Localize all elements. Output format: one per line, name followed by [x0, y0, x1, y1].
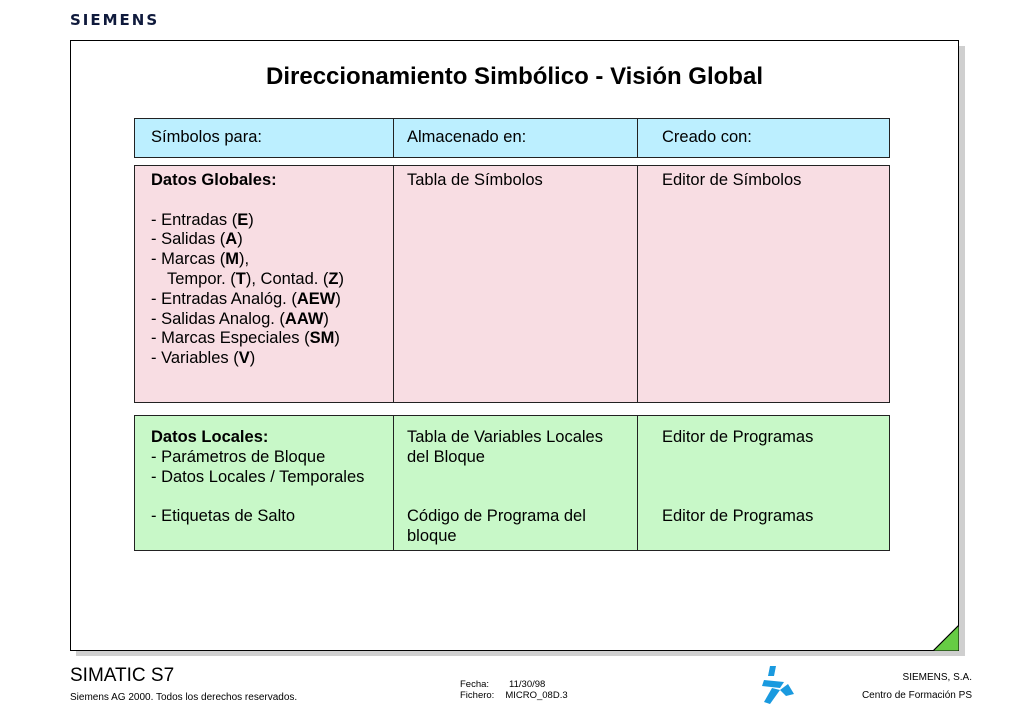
- global-stored-cell: [394, 166, 638, 402]
- global-item: - Entradas (E): [151, 210, 254, 229]
- global-item: - Marcas (M),: [151, 250, 250, 269]
- global-symbols-cell: [135, 166, 394, 402]
- global-data-row: [134, 165, 890, 403]
- local-item: - Etiquetas de Salto: [151, 507, 296, 526]
- date-label: Fecha:: [460, 679, 490, 690]
- global-item: - Salidas Analog. (AAW): [151, 309, 329, 328]
- file-label: Fichero:: [460, 690, 495, 701]
- footer-product: SIMATIC S7: [70, 665, 175, 686]
- local-symbols-cell: [135, 416, 394, 550]
- local-item: - Parámetros de Bloque: [151, 447, 326, 466]
- footer-company: SIEMENS, S.A.: [902, 672, 972, 683]
- local-stored-cell: [394, 416, 638, 550]
- global-created-cell: [638, 166, 889, 402]
- global-item: - Marcas Especiales (SM): [151, 329, 340, 348]
- header-col-created: Creado con:: [662, 128, 752, 146]
- global-item: - Salidas (A): [151, 230, 243, 249]
- page-corner-icon: [933, 625, 959, 651]
- global-created-with: Editor de Símbolos: [662, 171, 802, 189]
- siemens-training-emblem-icon: [758, 664, 798, 706]
- footer-copyright: Siemens AG 2000. Todos los derechos reservados.: [70, 692, 298, 703]
- global-item: - Variables (V): [151, 349, 256, 368]
- global-item: - Entradas Analóg. (AEW): [151, 289, 341, 308]
- local-stored-in-1-cont: del Bloque: [407, 447, 485, 466]
- local-data-row: [134, 415, 890, 551]
- header-col-symbols: Símbolos para:: [135, 119, 394, 157]
- local-created-with-2: Editor de Programas: [662, 507, 814, 526]
- local-stored-in-1: Tabla de Variables Locales: [407, 428, 603, 446]
- header-col-stored: Almacenado en:: [394, 119, 638, 157]
- local-heading: Datos Locales:: [151, 428, 269, 446]
- slide-frame: [70, 40, 959, 651]
- local-created-cell: [638, 416, 889, 550]
- local-stored-in-2: Código de Programa del: [407, 507, 586, 526]
- local-stored-in-2-cont: bloque: [407, 526, 457, 545]
- local-item: - Datos Locales / Temporales: [151, 467, 365, 486]
- global-heading: Datos Globales:: [151, 171, 277, 189]
- local-created-with-1: Editor de Programas: [662, 428, 814, 446]
- slide-title: Direccionamiento Simbólico - Visión Global: [266, 63, 763, 90]
- global-stored-in: Tabla de Símbolos: [407, 171, 543, 189]
- siemens-logo: SIEMENS: [70, 11, 160, 29]
- file-value: MICRO_08D.3: [505, 690, 568, 701]
- footer-center: Centro de Formación PS: [861, 690, 972, 701]
- header-row: [134, 118, 890, 158]
- date-value: 11/30/98: [509, 679, 546, 690]
- footer-meta: [460, 679, 568, 701]
- global-item: Tempor. (T), Contad. (Z): [167, 269, 345, 288]
